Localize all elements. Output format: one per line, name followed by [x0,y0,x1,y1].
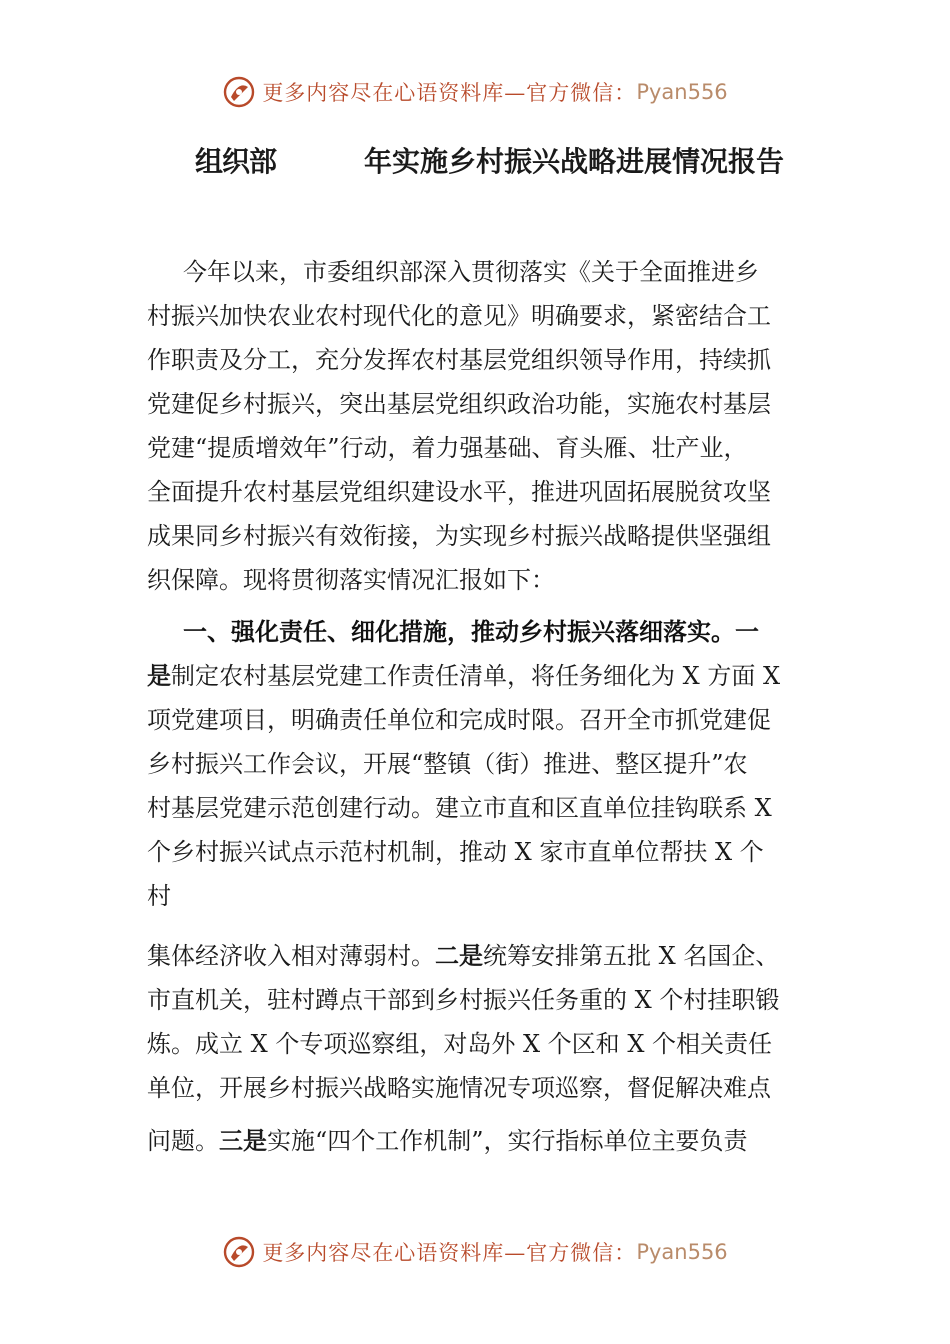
text-line: 乡村振兴工作会议，开展“整镇（街）推进、整区提升”农 [147,750,748,778]
text-line: 单位，开展乡村振兴战略实施情况专项巡察，督促解决难点 [147,1074,771,1102]
continued-paragraph [147,934,807,1110]
watermark-footer [0,1232,950,1272]
text-span: 集体经济收入相对薄弱村。 [147,942,435,970]
final-line-paragraph [147,1119,807,1163]
text-line [147,610,807,654]
text-line [147,1119,807,1163]
title-main: 年实施乡村振兴战略进展情况报告 [364,145,785,178]
intro-paragraph [147,250,807,602]
text-line: 个乡村振兴试点示范村机制，推动 X 家市直单位帮扶 X 个 [147,838,764,866]
watermark-text: 更多内容尽在心语资料库—官方微信： [262,1241,637,1265]
text-line [147,654,807,698]
text-line: 织保障。现将贯彻落实情况汇报如下： [147,566,555,594]
bold-lead-one-a: 一 [735,618,759,646]
text-line: 党建促乡村振兴，突出基层党组织政治功能，实施农村基层 [147,390,771,418]
watermark-wechat-id: Pyan556 [636,1240,728,1264]
bold-lead-three: 三是 [219,1127,267,1155]
bold-lead-two: 二是 [435,942,483,970]
section-one-paragraph [147,610,807,918]
seal-logo-icon [222,1235,256,1269]
text-span: 制定农村基层党建工作责任清单，将任务细化为 X 方面 X [171,662,781,690]
text-line [147,934,807,978]
bold-lead-one-b: 是 [147,662,171,690]
text-line: 村 [147,882,171,910]
text-line: 项党建项目，明确责任单位和完成时限。召开全市抓党建促 [147,706,771,734]
text-line: 全面提升农村基层党组织建设水平，推进巩固拓展脱贫攻坚 [147,478,771,506]
text-line: 今年以来，市委组织部深入贯彻落实《关于全面推进乡 [183,258,759,286]
text-line: 成果同乡村振兴有效衔接，为实现乡村振兴战略提供坚强组 [147,522,771,550]
section-heading: 一、强化责任、细化措施，推动乡村振兴落细落实。 [183,618,735,646]
watermark-text: 更多内容尽在心语资料库—官方微信： [262,81,637,105]
watermark-wechat-id: Pyan556 [636,80,728,104]
text-span: 问题。 [147,1127,219,1155]
title-department: 组织部 [195,145,277,178]
text-line: 村振兴加快农业农村现代化的意见》明确要求，紧密结合工 [147,302,771,330]
watermark-header [0,72,950,112]
text-span: 实施“四个工作机制”，实行指标单位主要负责 [267,1127,748,1155]
text-line: 作职责及分工，充分发挥农村基层党组织领导作用，持续抓 [147,346,771,374]
text-line: 炼。成立 X 个专项巡察组，对岛外 X 个区和 X 个相关责任 [147,1030,773,1058]
seal-logo-icon [222,75,256,109]
text-span: 统筹安排第五批 X 名国企、 [483,942,780,970]
text-line: 村基层党建示范创建行动。建立市直和区直单位挂钩联系 X [147,794,772,822]
text-line: 党建“提质增效年”行动，着力强基础、育头雁、壮产业， [147,434,748,462]
document-title [0,140,950,184]
text-line: 市直机关，驻村蹲点干部到乡村振兴任务重的 X 个村挂职锻 [147,986,780,1014]
